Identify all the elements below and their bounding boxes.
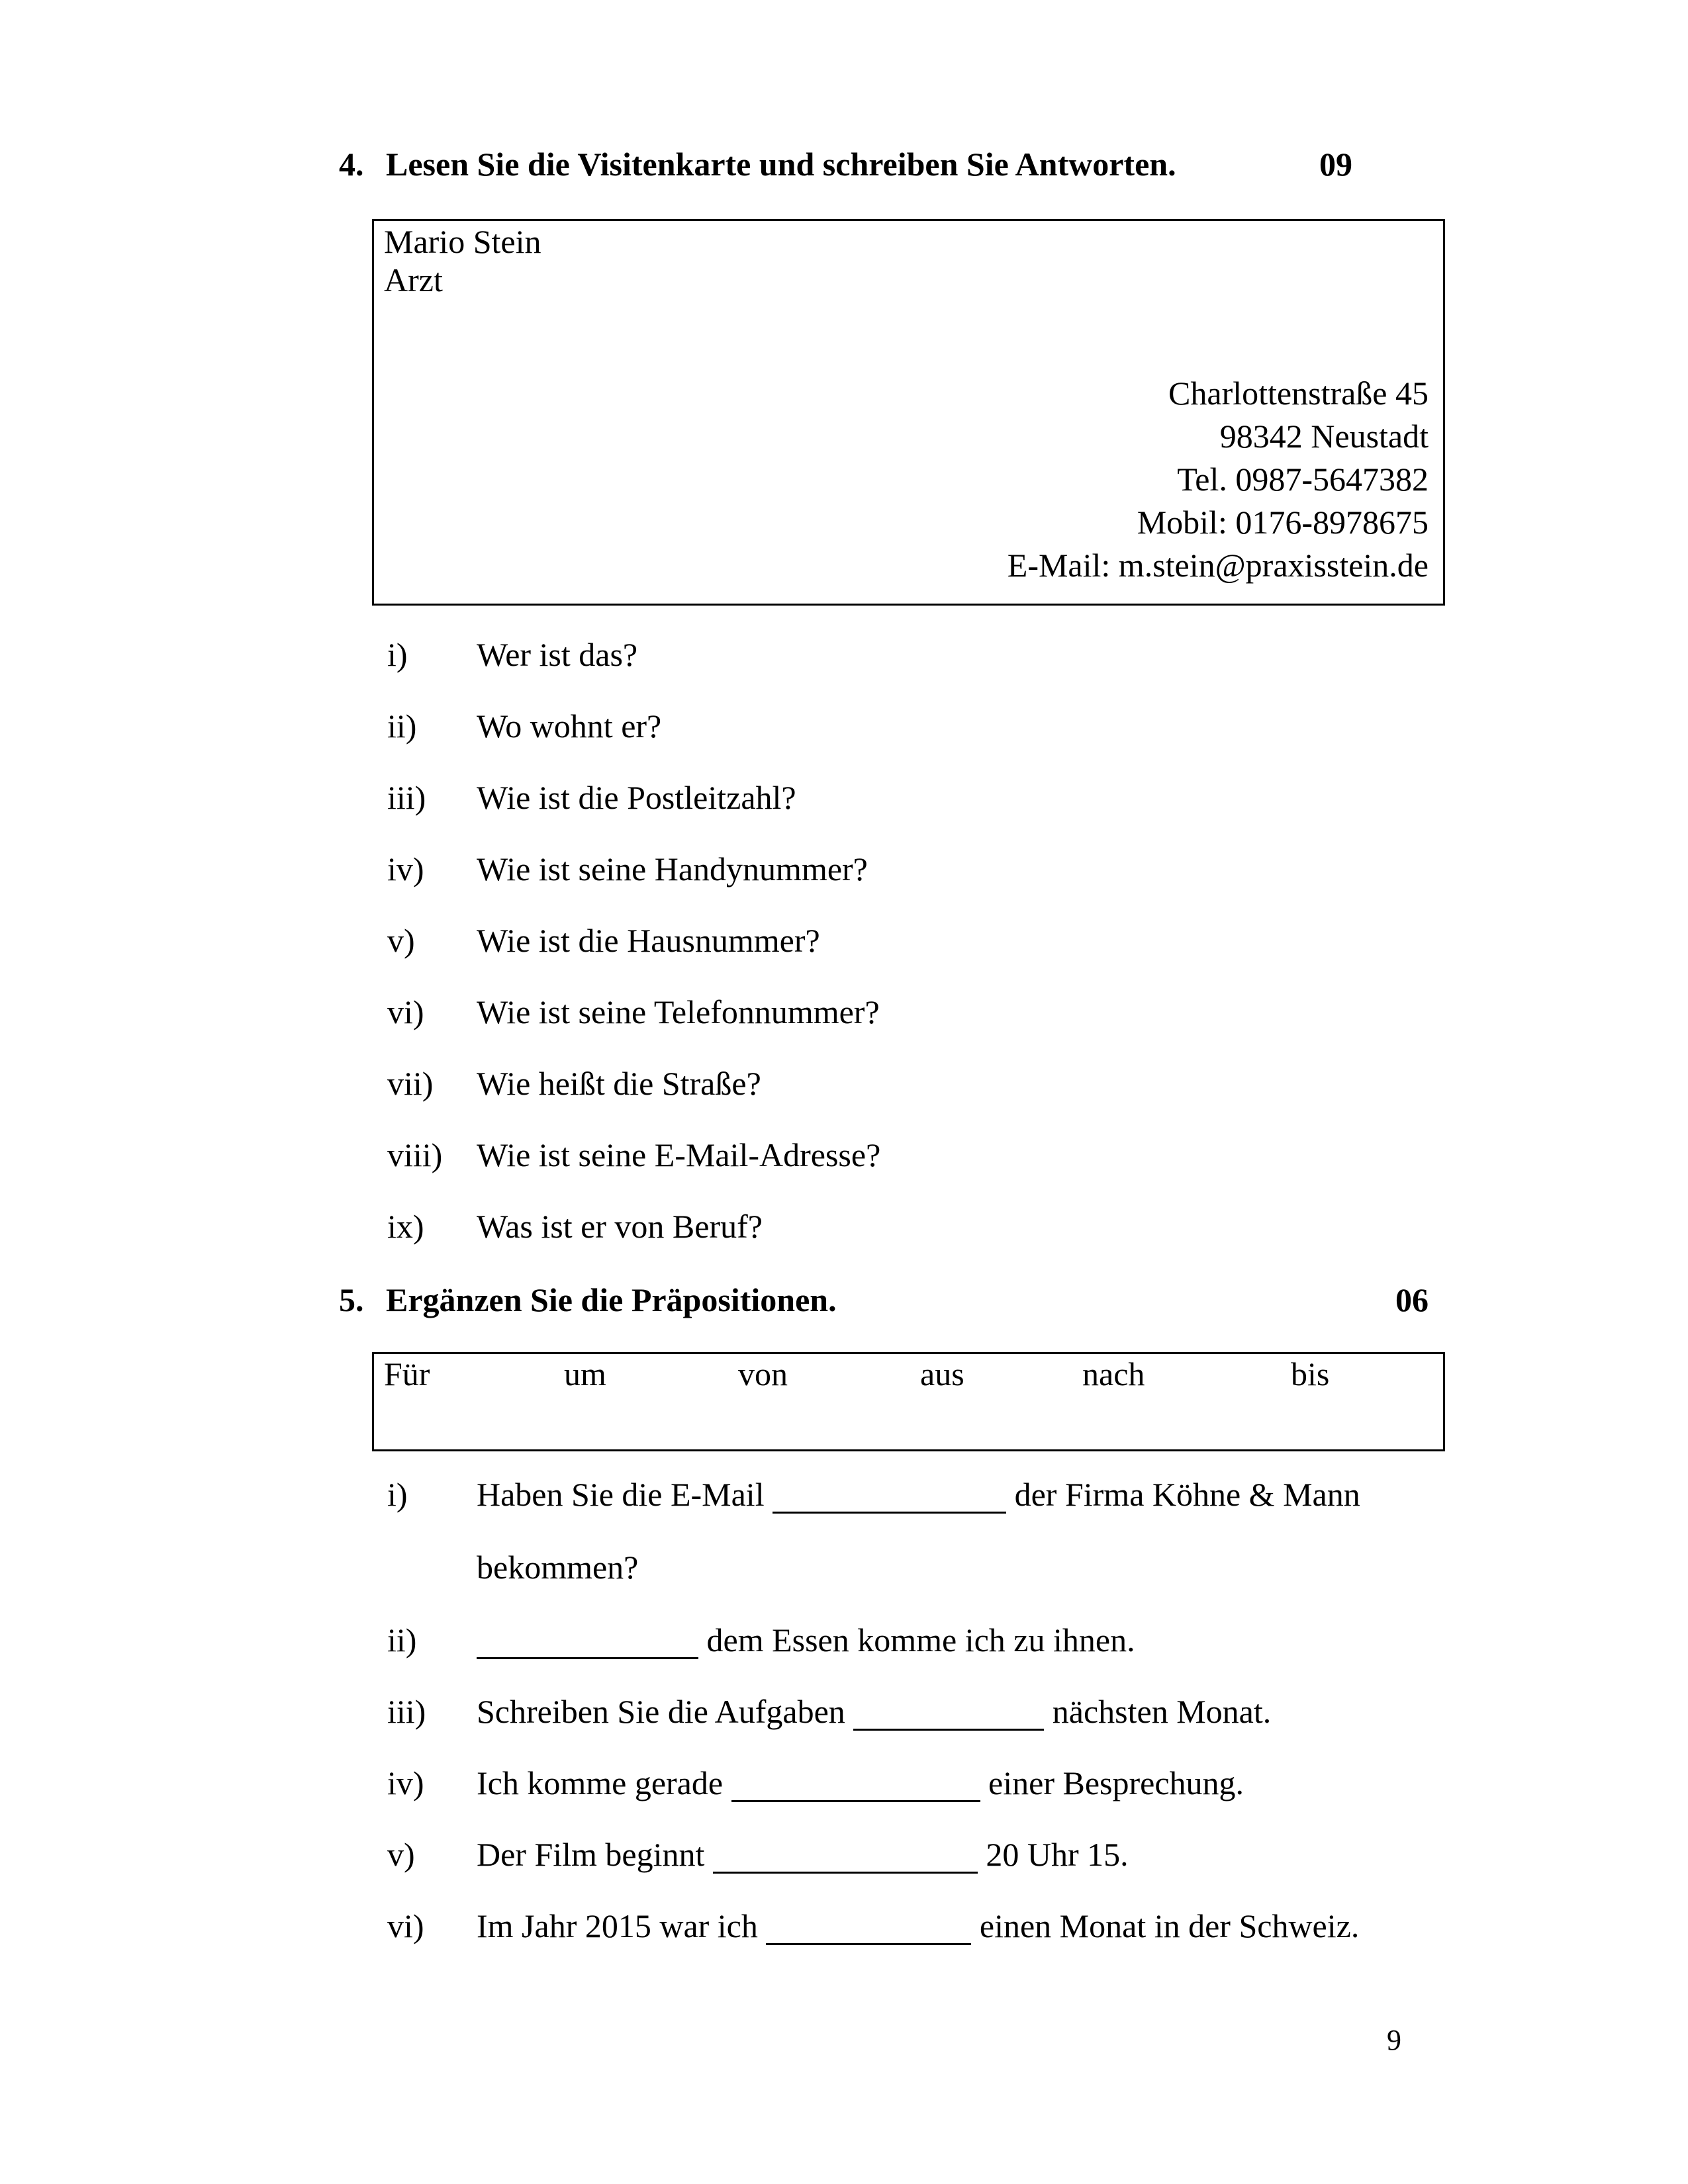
question-text: Wer ist das?: [477, 636, 638, 673]
word-bank-item: aus: [920, 1355, 964, 1392]
question-row: [387, 777, 796, 818]
section4-heading: [339, 144, 1176, 185]
item-number: ii): [387, 1621, 417, 1659]
word-bank-item: Für: [384, 1355, 430, 1392]
fill-in-blank: [766, 1943, 971, 1945]
sentence-after: einer Besprechung.: [988, 1764, 1244, 1801]
item-number: vii): [387, 1065, 434, 1102]
sentence-after: dem Essen komme ich zu ihnen.: [706, 1621, 1135, 1659]
question-row: [387, 1206, 763, 1247]
item-number: v): [387, 1836, 415, 1873]
item-number: v): [387, 922, 415, 959]
question-row: [387, 991, 880, 1032]
section4-title: Lesen Sie die Visitenkarte und schreiben Sie Antworten.: [386, 146, 1176, 183]
item-number: viii): [387, 1136, 443, 1173]
question-text: Wie heißt die Straße?: [477, 1065, 761, 1102]
item-number: vi): [387, 1907, 424, 1944]
sentence-continuation: bekommen?: [477, 1549, 639, 1586]
question-row: [387, 1063, 761, 1104]
sentence-row: [387, 1691, 1271, 1732]
question-text: Was ist er von Beruf?: [477, 1208, 763, 1245]
item-number: iii): [387, 779, 426, 816]
section5-heading: [339, 1279, 837, 1320]
item-number: i): [387, 1476, 408, 1513]
question-text: Wie ist seine Handynummer?: [477, 850, 868, 887]
sentence-before: Im Jahr 2015 war ich: [477, 1907, 758, 1944]
fill-in-blank: [853, 1729, 1044, 1731]
question-row: [387, 848, 868, 889]
question-text: Wie ist seine Telefonnummer?: [477, 993, 880, 1030]
question-row: [387, 1134, 880, 1175]
question-text: Wie ist die Postleitzahl?: [477, 779, 796, 816]
sentence-row: [387, 1619, 1135, 1661]
item-number: ix): [387, 1208, 424, 1245]
item-number: iv): [387, 1764, 424, 1801]
card-phone: Tel. 0987-5647382: [1177, 461, 1429, 498]
sentence-before: Ich komme gerade: [477, 1764, 724, 1801]
item-number: iii): [387, 1693, 426, 1730]
word-bank-item: von: [738, 1355, 788, 1392]
sentence-after: nächsten Monat.: [1052, 1693, 1272, 1730]
card-mobile: Mobil: 0176-8978675: [1137, 504, 1429, 541]
business-card: [372, 219, 1445, 606]
question-row: [387, 705, 661, 747]
question-row: [387, 920, 820, 961]
fill-in-blank: [477, 1657, 698, 1659]
card-address: [1008, 372, 1429, 587]
question-row: [387, 634, 637, 675]
word-bank-box: [372, 1352, 1445, 1451]
sentence-before: Haben Sie die E-Mail: [477, 1476, 765, 1513]
item-number: vi): [387, 993, 424, 1030]
fill-in-blank: [713, 1872, 978, 1874]
sentence-before: Der Film beginnt: [477, 1836, 705, 1873]
card-city: 98342 Neustadt: [1219, 418, 1429, 455]
section4-number: 4.: [339, 146, 364, 183]
sentence-row: [387, 1474, 1360, 1515]
word-bank-item: um: [564, 1355, 606, 1392]
question-text: Wie ist die Hausnummer?: [477, 922, 820, 959]
section5-number: 5.: [339, 1281, 364, 1318]
section4-marks: 09: [1319, 146, 1352, 183]
sentence-after: einen Monat in der Schweiz.: [979, 1907, 1360, 1944]
question-text: Wie ist seine E-Mail-Adresse?: [477, 1136, 881, 1173]
sentence-row: [387, 1762, 1244, 1803]
sentence-row: [387, 1905, 1359, 1946]
sentence-before: Schreiben Sie die Aufgaben: [477, 1693, 845, 1730]
card-street: Charlottenstraße 45: [1168, 375, 1429, 412]
fill-in-blank: [773, 1512, 1006, 1514]
item-number: i): [387, 636, 408, 673]
word-bank-item: bis: [1291, 1355, 1330, 1392]
sentence-after: 20 Uhr 15.: [986, 1836, 1129, 1873]
page-number: 9: [1387, 2024, 1401, 2056]
section5-title: Ergänzen Sie die Präpositionen.: [386, 1281, 837, 1318]
word-bank-item: nach: [1082, 1355, 1145, 1392]
card-name: Mario Stein: [384, 223, 541, 260]
card-identity: [384, 222, 541, 299]
sentence-after: der Firma Köhne & Mann: [1014, 1476, 1360, 1513]
sentence-row: [387, 1834, 1129, 1875]
section5-marks: 06: [1395, 1281, 1429, 1318]
fill-in-blank: [731, 1800, 980, 1802]
item-number: iv): [387, 850, 424, 887]
card-email: E-Mail: m.stein@praxisstein.de: [1007, 547, 1429, 584]
card-profession: Arzt: [384, 261, 443, 298]
question-text: Wo wohnt er?: [477, 707, 662, 745]
item-number: ii): [387, 707, 417, 745]
